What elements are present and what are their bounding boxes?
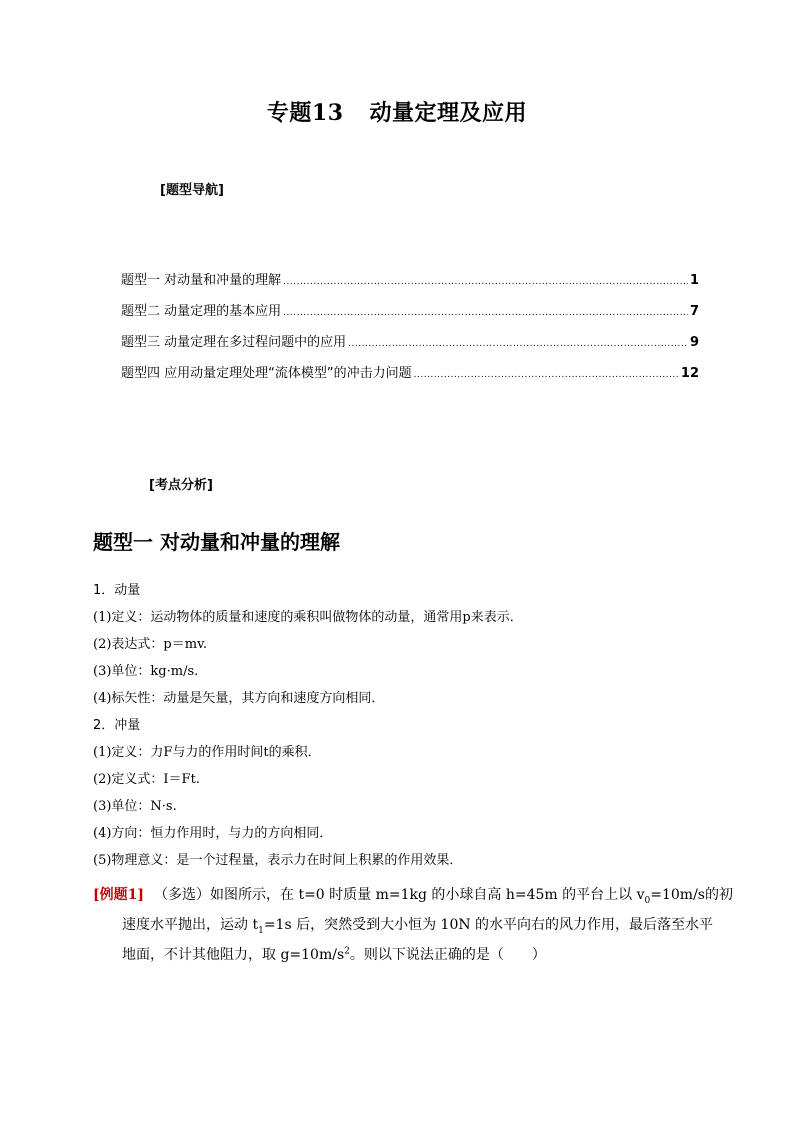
toc-label: 题型二 动量定理的基本应用	[121, 304, 282, 319]
toc-page: 1	[689, 273, 699, 288]
impulse-direction: (4)方向：恒力作用时，与力的方向相同．	[93, 826, 333, 841]
example-line-2	[122, 914, 713, 936]
impulse-formula: (2)定义式：I＝Ft.	[93, 772, 200, 787]
example-text: 速度水平抛出，运动 t	[122, 917, 259, 933]
toc-leader	[414, 370, 679, 380]
toc-entry[interactable]	[121, 269, 699, 288]
example-superscript: 2	[344, 946, 350, 957]
example-text: =1s 后，突然受到大小恒为 10N 的水平向右的风力作用，最后落至水平	[263, 917, 714, 933]
example-tag: [例题1]	[93, 887, 144, 903]
toc-entry[interactable]	[121, 300, 699, 319]
example-subscript: 0	[644, 895, 651, 906]
example-text: =10m/s的初	[650, 887, 733, 903]
toc-entry[interactable]	[121, 331, 699, 350]
toc-leader	[348, 339, 688, 349]
section-heading: 题型一 对动量和冲量的理解	[93, 530, 340, 554]
toc-page: 12	[680, 366, 699, 381]
toc-label: 题型三 动量定理在多过程问题中的应用	[121, 335, 347, 350]
impulse-definition: (1)定义：力F与力的作用时间t的乘积．	[93, 745, 321, 760]
impulse-unit: (3)单位：N·s.	[93, 799, 177, 814]
toc-label: 题型一 对动量和冲量的理解	[121, 273, 282, 288]
toc-page: 9	[689, 335, 699, 350]
nav-heading: [题型导航]	[160, 183, 224, 198]
example-line-1	[93, 884, 733, 906]
example-text: 地面，不计其他阻力，取 g=10m/s	[122, 947, 345, 963]
momentum-heading: 1．动量	[93, 583, 141, 598]
momentum-vector: (4)标矢性：动量是矢量，其方向和速度方向相同．	[93, 691, 385, 706]
page-title	[0, 96, 794, 127]
momentum-formula: (2)表达式：p＝mv.	[93, 637, 207, 652]
toc-leader	[283, 308, 688, 318]
impulse-meaning: (5)物理意义：是一个过程量，表示力在时间上积累的作用效果．	[93, 853, 463, 868]
momentum-definition: (1)定义：运动物体的质量和速度的乘积叫做物体的动量，通常用p来表示．	[93, 610, 523, 625]
momentum-unit: (3)单位：kg·m/s.	[93, 664, 199, 679]
toc-entry[interactable]	[121, 362, 699, 381]
example-subscript: 1	[258, 925, 264, 936]
title-number: 专题13	[266, 100, 344, 126]
toc-page: 7	[689, 304, 699, 319]
example-text: （多选）如图所示，在 t=0 时质量 m=1kg 的小球自高 h=45m 的平台上以 v	[154, 887, 645, 903]
impulse-heading: 2．冲量	[93, 718, 141, 733]
example-text: 。则以下说法正确的是（ ）	[349, 947, 546, 963]
title-text: 动量定理及应用	[369, 100, 528, 126]
toc-label: 题型四 应用动量定理处理“流体模型”的冲击力问题	[121, 366, 412, 381]
analysis-heading: [考点分析]	[149, 478, 213, 493]
example-line-3	[122, 944, 546, 964]
toc-leader	[283, 277, 688, 287]
